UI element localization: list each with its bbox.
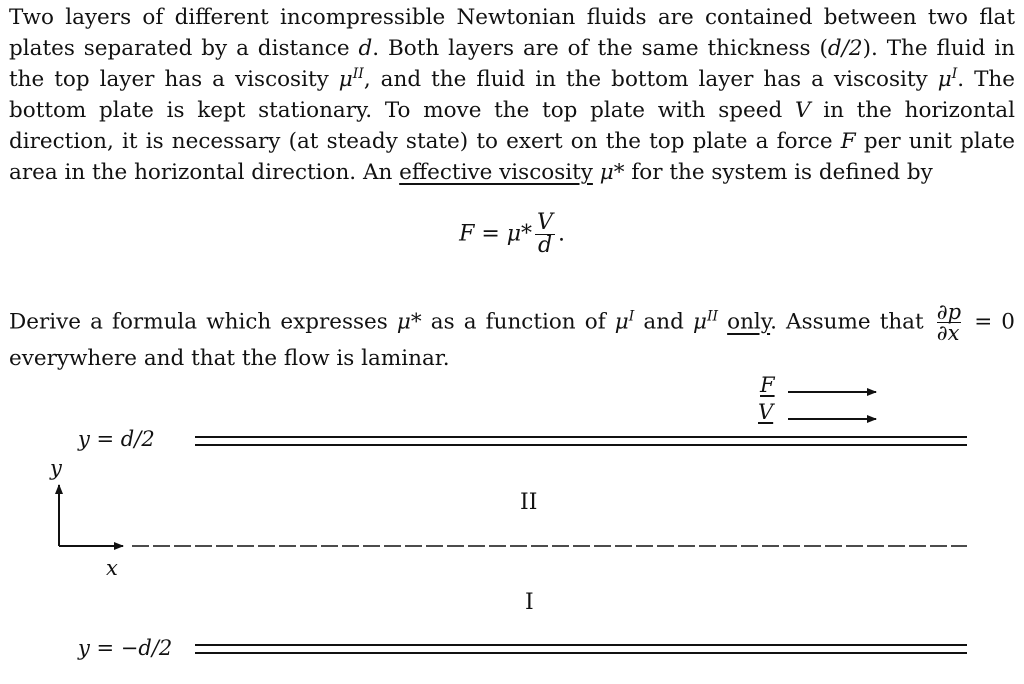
x-axis-label: x [106, 556, 118, 580]
text: . The bottom plate is kept stationary. To move the top plate with speed [9, 67, 1015, 123]
text: everywhere and that the flow is laminar. [9, 346, 450, 371]
y-axis-label: y [50, 456, 62, 480]
effective-viscosity-term: effective viscosity [399, 160, 593, 185]
superscript-I: I [951, 65, 958, 82]
layer-I-label: I [525, 590, 534, 615]
var-d: d [358, 36, 373, 61]
equation-period: . [557, 221, 565, 247]
text: . Assume that [770, 309, 933, 335]
superscript-I: I [628, 308, 635, 325]
speed-label: V [758, 400, 774, 424]
text: = 0 [965, 309, 1015, 335]
text: , and the fluid in the bottom layer has a viscosity [363, 67, 938, 92]
text: and [634, 309, 693, 335]
top-plate-label: y = d/2 [78, 427, 155, 451]
text: as a function of [421, 309, 615, 335]
text: for the system is defined by [624, 160, 933, 185]
superscript-II: II [706, 308, 718, 325]
text: Derive a formula which expresses [9, 309, 397, 335]
fraction-numerator: V [537, 210, 553, 235]
var-mu-star: μ* [599, 160, 625, 185]
var-mu-star: μ* [396, 309, 422, 335]
text: per unit plate area in the horizontal direction. An [9, 129, 1015, 185]
var-F: F [840, 129, 856, 154]
force-label: F [760, 373, 775, 397]
var-half-d: d/2 [827, 36, 863, 61]
equation-lhs: F = μ* [459, 221, 533, 247]
derivative-numerator: ∂p [936, 300, 962, 324]
layer-II-label: II [520, 490, 538, 515]
var-mu: μ [338, 67, 353, 92]
only-term: only [727, 309, 771, 335]
text: . Both layers are of the same thickness ( [372, 36, 828, 61]
text: ). The fluid in the top layer has a viscosity [9, 36, 1016, 92]
bottom-plate-label: y = −d/2 [78, 636, 173, 660]
text: in the horizontal direction, it is necessary (at steady state) to exert on the top plate a force [9, 98, 1016, 154]
var-mu: μ [614, 309, 629, 335]
var-mu: μ [937, 67, 952, 92]
var-mu: μ [692, 309, 707, 335]
text: Two layers of different incompressible Newtonian fluids are contained between two flat plates separated by a distance [9, 5, 1015, 61]
derivative-denominator: ∂x [936, 321, 960, 345]
fraction-denominator: d [537, 233, 553, 258]
var-V: V [794, 98, 811, 123]
superscript-II: II [352, 65, 364, 82]
